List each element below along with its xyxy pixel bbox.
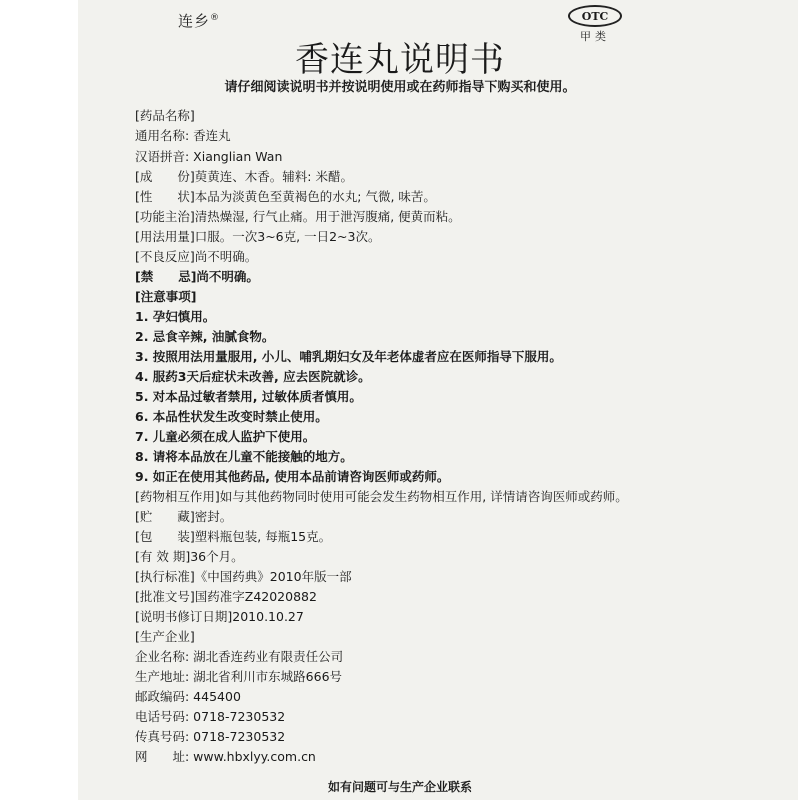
precaution-item: 6. 本品性状发生改变时禁止使用。	[135, 409, 328, 424]
packaging: [包 装]塑料瓶包装, 每瓶15克。	[135, 529, 332, 544]
revision-date: [说明书修订日期]2010.10.27	[135, 609, 304, 624]
precaution-item: 3. 按照用法用量服用, 小儿、哺乳期妇女及年老体虚者应在医师指导下服用。	[135, 349, 562, 364]
document-subtitle: 请仔细阅读说明书并按说明使用或在药师指导下购买和使用。	[224, 80, 576, 95]
precaution-item: 2. 忌食辛辣, 油腻食物。	[135, 329, 275, 344]
otc-badge: OTC	[568, 5, 622, 27]
brand-logo	[178, 10, 220, 31]
precaution-item: 7. 儿童必须在成人监护下使用。	[135, 429, 316, 444]
generic-name: 通用名称: 香连丸	[135, 128, 231, 143]
pinyin-name: 汉语拼音: Xianglian Wan	[135, 149, 283, 164]
phone-number: 电话号码: 0718-7230532	[135, 709, 286, 724]
shelf-life: [有 效 期]36个月。	[135, 549, 244, 564]
precaution-item: 4. 服药3天后症状未改善, 应去医院就诊。	[135, 369, 371, 384]
adverse-reactions: [不良反应]尚不明确。	[135, 249, 258, 264]
description: [性 状]本品为淡黄色至黄褐色的水丸; 气微, 味苦。	[135, 189, 436, 204]
footer-note: 如有问题可与生产企业联系	[327, 780, 472, 794]
otc-class-label: 甲类	[580, 30, 610, 43]
registered-mark: ®	[210, 13, 221, 23]
precaution-item: 1. 孕妇慎用。	[135, 309, 216, 324]
storage: [贮 藏]密封。	[135, 509, 233, 524]
company-address: 生产地址: 湖北省利川市东城路666号	[135, 669, 343, 684]
company-name: 企业名称: 湖北香连药业有限责任公司	[135, 649, 344, 664]
section-manufacturer: [生产企业]	[135, 629, 195, 644]
ingredients: [成 份]萸黄连、木香。辅料: 米醋。	[135, 169, 353, 184]
precaution-item: 9. 如正在使用其他药品, 使用本品前请咨询医师或药师。	[135, 469, 450, 484]
drug-interactions: [药物相互作用]如与其他药物同时使用可能会发生药物相互作用, 详情请咨询医师或药师。	[135, 489, 628, 504]
indications: [功能主治]清热燥湿, 行气止痛。用于泄泻腹痛, 便黄而粘。	[135, 209, 461, 224]
postal-code: 邮政编码: 445400	[135, 689, 241, 704]
dosage: [用法用量]口服。一次3~6克, 一日2~3次。	[135, 229, 381, 244]
standard: [执行标准]《中国药典》2010年版一部	[135, 569, 352, 584]
document-title: 香连丸说明书	[295, 40, 505, 80]
section-precautions: [注意事项]	[135, 289, 197, 304]
section-drug-name: [药品名称]	[135, 108, 195, 123]
brand-name: 连乡	[178, 12, 211, 30]
precaution-item: 5. 对本品过敏者禁用, 过敏体质者慎用。	[135, 389, 362, 404]
website: 网 址: www.hbxlyy.com.cn	[135, 749, 316, 764]
approval-number: [批准文号]国药准字Z42020882	[135, 589, 317, 604]
fax-number: 传真号码: 0718-7230532	[135, 729, 286, 744]
precaution-item: 8. 请将本品放在儿童不能接触的地方。	[135, 449, 353, 464]
contraindications: [禁 忌]尚不明确。	[135, 269, 259, 284]
